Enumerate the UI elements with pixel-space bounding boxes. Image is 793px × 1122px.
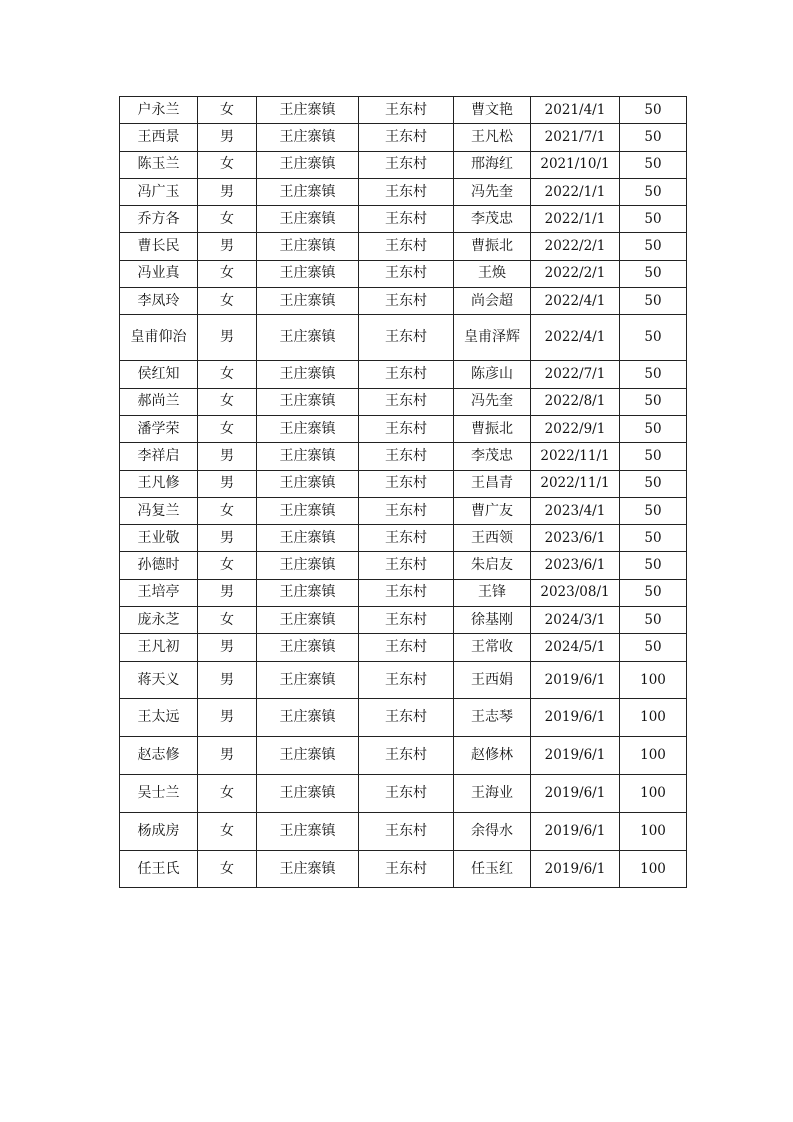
contact-cell: 陈彦山 [454, 361, 531, 388]
table-row [120, 124, 687, 151]
table-row [120, 737, 687, 775]
town-cell: 王庄寨镇 [257, 552, 359, 579]
village-cell: 王东村 [359, 178, 454, 205]
town-cell: 王庄寨镇 [257, 315, 359, 361]
date-cell: 2022/1/1 [531, 206, 620, 233]
date-cell: 2022/8/1 [531, 388, 620, 415]
date-cell: 2019/6/1 [531, 699, 620, 737]
village-cell: 王东村 [359, 850, 454, 888]
table-row [120, 388, 687, 415]
gender-cell: 女 [198, 206, 257, 233]
name-cell: 王西景 [120, 124, 198, 151]
contact-cell: 曹振北 [454, 233, 531, 260]
gender-cell: 男 [198, 443, 257, 470]
table-row [120, 775, 687, 813]
contact-cell: 余得水 [454, 812, 531, 850]
gender-cell: 男 [198, 233, 257, 260]
gender-cell: 女 [198, 497, 257, 524]
date-cell: 2021/10/1 [531, 151, 620, 178]
name-cell: 冯复兰 [120, 497, 198, 524]
table-row [120, 151, 687, 178]
date-cell: 2019/6/1 [531, 737, 620, 775]
town-cell: 王庄寨镇 [257, 579, 359, 606]
amount-cell: 50 [620, 260, 687, 287]
gender-cell: 男 [198, 661, 257, 699]
amount-cell: 50 [620, 233, 687, 260]
gender-cell: 男 [198, 124, 257, 151]
name-cell: 陈玉兰 [120, 151, 198, 178]
name-cell: 王凡修 [120, 470, 198, 497]
date-cell: 2019/6/1 [531, 775, 620, 813]
contact-cell: 王海业 [454, 775, 531, 813]
gender-cell: 女 [198, 775, 257, 813]
contact-cell: 王凡松 [454, 124, 531, 151]
amount-cell: 50 [620, 315, 687, 361]
village-cell: 王东村 [359, 607, 454, 634]
amount-cell: 50 [620, 552, 687, 579]
date-cell: 2023/6/1 [531, 525, 620, 552]
amount-cell: 50 [620, 443, 687, 470]
amount-cell: 100 [620, 775, 687, 813]
amount-cell: 50 [620, 607, 687, 634]
amount-cell: 50 [620, 634, 687, 661]
town-cell: 王庄寨镇 [257, 525, 359, 552]
amount-cell: 50 [620, 288, 687, 315]
gender-cell: 女 [198, 151, 257, 178]
contact-cell: 王昌青 [454, 470, 531, 497]
contact-cell: 邢海红 [454, 151, 531, 178]
amount-cell: 50 [620, 178, 687, 205]
gender-cell: 男 [198, 525, 257, 552]
town-cell: 王庄寨镇 [257, 97, 359, 124]
table-row [120, 260, 687, 287]
name-cell: 冯业真 [120, 260, 198, 287]
village-cell: 王东村 [359, 315, 454, 361]
amount-cell: 50 [620, 388, 687, 415]
gender-cell: 男 [198, 737, 257, 775]
town-cell: 王庄寨镇 [257, 607, 359, 634]
amount-cell: 50 [620, 97, 687, 124]
date-cell: 2022/11/1 [531, 443, 620, 470]
contact-cell: 曹文艳 [454, 97, 531, 124]
table-row [120, 552, 687, 579]
date-cell: 2024/3/1 [531, 607, 620, 634]
gender-cell: 男 [198, 634, 257, 661]
contact-cell: 李茂忠 [454, 206, 531, 233]
contact-cell: 任玉红 [454, 850, 531, 888]
village-cell: 王东村 [359, 525, 454, 552]
table-row [120, 850, 687, 888]
date-cell: 2022/4/1 [531, 315, 620, 361]
name-cell: 冯广玉 [120, 178, 198, 205]
contact-cell: 曹广友 [454, 497, 531, 524]
table-row [120, 579, 687, 606]
name-cell: 户永兰 [120, 97, 198, 124]
village-cell: 王东村 [359, 260, 454, 287]
contact-cell: 冯先奎 [454, 388, 531, 415]
amount-cell: 50 [620, 361, 687, 388]
village-cell: 王东村 [359, 415, 454, 442]
table-row [120, 699, 687, 737]
town-cell: 王庄寨镇 [257, 661, 359, 699]
contact-cell: 王西娟 [454, 661, 531, 699]
name-cell: 孙德时 [120, 552, 198, 579]
date-cell: 2022/1/1 [531, 178, 620, 205]
table-row [120, 607, 687, 634]
date-cell: 2022/9/1 [531, 415, 620, 442]
town-cell: 王庄寨镇 [257, 737, 359, 775]
amount-cell: 50 [620, 124, 687, 151]
table-row [120, 415, 687, 442]
village-cell: 王东村 [359, 812, 454, 850]
contact-cell: 王锋 [454, 579, 531, 606]
table-row [120, 661, 687, 699]
date-cell: 2022/2/1 [531, 233, 620, 260]
gender-cell: 男 [198, 699, 257, 737]
name-cell: 曹长民 [120, 233, 198, 260]
town-cell: 王庄寨镇 [257, 443, 359, 470]
date-cell: 2022/2/1 [531, 260, 620, 287]
date-cell: 2019/6/1 [531, 812, 620, 850]
table-row [120, 178, 687, 205]
table-row [120, 525, 687, 552]
date-cell: 2021/7/1 [531, 124, 620, 151]
date-cell: 2023/6/1 [531, 552, 620, 579]
amount-cell: 50 [620, 206, 687, 233]
name-cell: 庞永芝 [120, 607, 198, 634]
amount-cell: 50 [620, 415, 687, 442]
table-row [120, 443, 687, 470]
village-cell: 王东村 [359, 470, 454, 497]
village-cell: 王东村 [359, 124, 454, 151]
name-cell: 侯红知 [120, 361, 198, 388]
village-cell: 王东村 [359, 151, 454, 178]
gender-cell: 男 [198, 470, 257, 497]
village-cell: 王东村 [359, 775, 454, 813]
record-table-body [120, 97, 687, 888]
name-cell: 王太远 [120, 699, 198, 737]
contact-cell: 赵修林 [454, 737, 531, 775]
date-cell: 2022/11/1 [531, 470, 620, 497]
table-row [120, 288, 687, 315]
name-cell: 任王氏 [120, 850, 198, 888]
contact-cell: 皇甫泽辉 [454, 315, 531, 361]
contact-cell: 尚会超 [454, 288, 531, 315]
table-row [120, 634, 687, 661]
town-cell: 王庄寨镇 [257, 634, 359, 661]
amount-cell: 50 [620, 470, 687, 497]
gender-cell: 男 [198, 315, 257, 361]
date-cell: 2019/6/1 [531, 661, 620, 699]
name-cell: 乔方各 [120, 206, 198, 233]
table-row [120, 812, 687, 850]
contact-cell: 王焕 [454, 260, 531, 287]
gender-cell: 女 [198, 260, 257, 287]
town-cell: 王庄寨镇 [257, 850, 359, 888]
name-cell: 蒋天义 [120, 661, 198, 699]
town-cell: 王庄寨镇 [257, 206, 359, 233]
name-cell: 潘学荣 [120, 415, 198, 442]
contact-cell: 王常收 [454, 634, 531, 661]
name-cell: 李凤玲 [120, 288, 198, 315]
contact-cell: 朱启友 [454, 552, 531, 579]
village-cell: 王东村 [359, 388, 454, 415]
table-row [120, 315, 687, 361]
date-cell: 2023/4/1 [531, 497, 620, 524]
village-cell: 王东村 [359, 443, 454, 470]
name-cell: 吴士兰 [120, 775, 198, 813]
amount-cell: 100 [620, 812, 687, 850]
name-cell: 杨成房 [120, 812, 198, 850]
table-row [120, 361, 687, 388]
town-cell: 王庄寨镇 [257, 151, 359, 178]
village-cell: 王东村 [359, 206, 454, 233]
gender-cell: 女 [198, 812, 257, 850]
name-cell: 皇甫仰治 [120, 315, 198, 361]
village-cell: 王东村 [359, 497, 454, 524]
gender-cell: 女 [198, 850, 257, 888]
gender-cell: 男 [198, 178, 257, 205]
gender-cell: 女 [198, 388, 257, 415]
town-cell: 王庄寨镇 [257, 699, 359, 737]
table-row [120, 497, 687, 524]
date-cell: 2024/5/1 [531, 634, 620, 661]
village-cell: 王东村 [359, 552, 454, 579]
table-row [120, 470, 687, 497]
date-cell: 2019/6/1 [531, 850, 620, 888]
gender-cell: 女 [198, 361, 257, 388]
amount-cell: 100 [620, 699, 687, 737]
date-cell: 2022/7/1 [531, 361, 620, 388]
gender-cell: 女 [198, 97, 257, 124]
gender-cell: 女 [198, 552, 257, 579]
village-cell: 王东村 [359, 699, 454, 737]
town-cell: 王庄寨镇 [257, 233, 359, 260]
town-cell: 王庄寨镇 [257, 497, 359, 524]
date-cell: 2021/4/1 [531, 97, 620, 124]
amount-cell: 100 [620, 850, 687, 888]
gender-cell: 女 [198, 415, 257, 442]
amount-cell: 50 [620, 579, 687, 606]
name-cell: 郝尚兰 [120, 388, 198, 415]
contact-cell: 王西领 [454, 525, 531, 552]
gender-cell: 女 [198, 607, 257, 634]
village-cell: 王东村 [359, 233, 454, 260]
village-cell: 王东村 [359, 661, 454, 699]
name-cell: 王业敬 [120, 525, 198, 552]
amount-cell: 50 [620, 151, 687, 178]
village-cell: 王东村 [359, 288, 454, 315]
amount-cell: 100 [620, 661, 687, 699]
contact-cell: 曹振北 [454, 415, 531, 442]
village-cell: 王东村 [359, 737, 454, 775]
town-cell: 王庄寨镇 [257, 415, 359, 442]
table-row [120, 206, 687, 233]
gender-cell: 男 [198, 579, 257, 606]
amount-cell: 100 [620, 737, 687, 775]
contact-cell: 王志琴 [454, 699, 531, 737]
gender-cell: 女 [198, 288, 257, 315]
town-cell: 王庄寨镇 [257, 288, 359, 315]
record-table [119, 96, 687, 888]
contact-cell: 徐基刚 [454, 607, 531, 634]
village-cell: 王东村 [359, 361, 454, 388]
contact-cell: 冯先奎 [454, 178, 531, 205]
name-cell: 王培亭 [120, 579, 198, 606]
town-cell: 王庄寨镇 [257, 361, 359, 388]
name-cell: 李祥启 [120, 443, 198, 470]
table-row [120, 97, 687, 124]
date-cell: 2023/08/1 [531, 579, 620, 606]
contact-cell: 李茂忠 [454, 443, 531, 470]
amount-cell: 50 [620, 497, 687, 524]
date-cell: 2022/4/1 [531, 288, 620, 315]
village-cell: 王东村 [359, 634, 454, 661]
name-cell: 赵志修 [120, 737, 198, 775]
table-row [120, 233, 687, 260]
town-cell: 王庄寨镇 [257, 260, 359, 287]
village-cell: 王东村 [359, 97, 454, 124]
town-cell: 王庄寨镇 [257, 470, 359, 497]
town-cell: 王庄寨镇 [257, 178, 359, 205]
town-cell: 王庄寨镇 [257, 775, 359, 813]
name-cell: 王凡初 [120, 634, 198, 661]
town-cell: 王庄寨镇 [257, 812, 359, 850]
village-cell: 王东村 [359, 579, 454, 606]
amount-cell: 50 [620, 525, 687, 552]
town-cell: 王庄寨镇 [257, 124, 359, 151]
town-cell: 王庄寨镇 [257, 388, 359, 415]
